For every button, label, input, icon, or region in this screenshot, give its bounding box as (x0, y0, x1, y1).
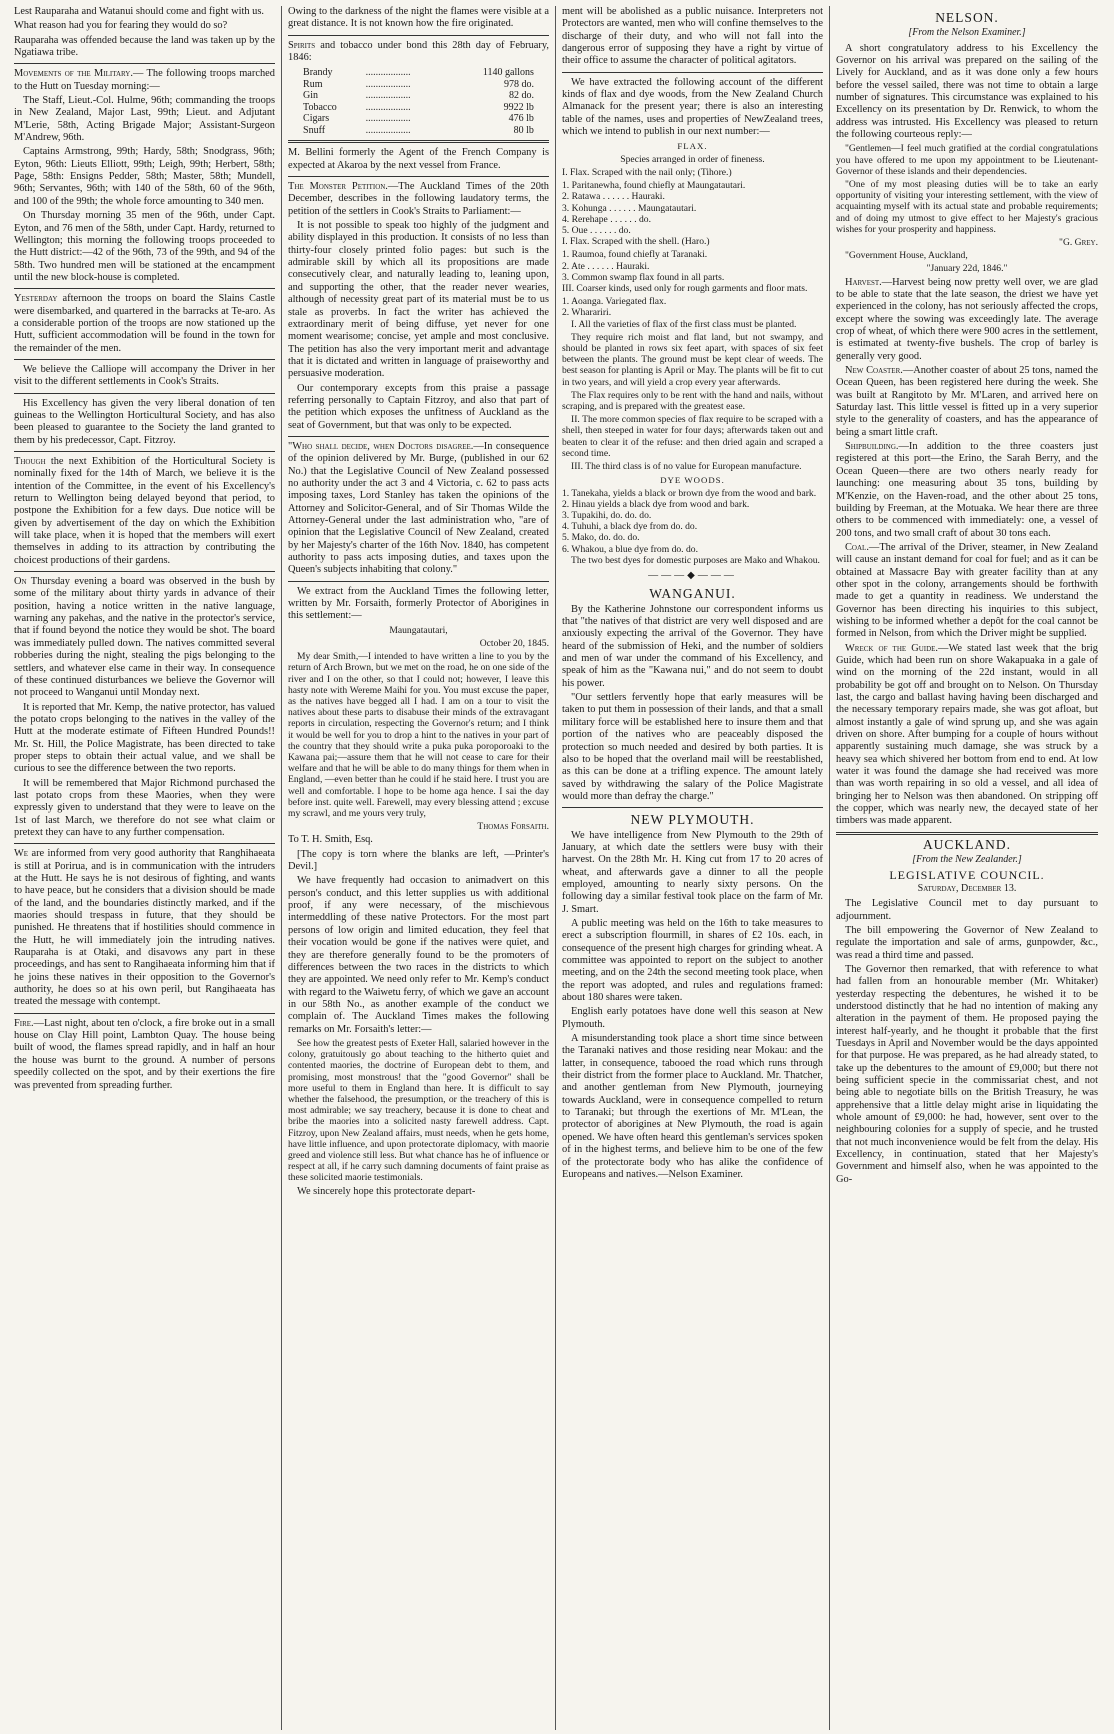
article-fire: Fire.—Last night, about ten o'clock, a fire broke out in a small house on Clay Hill point, Lambton Quay. The house being built of wood, the flames spread rapidly, and in half an hour the house was burnt to the ground. A number of persons speedily collected on the spot, and by their exertions the fire was prevented from spreading further. (14, 1017, 275, 1091)
divider (14, 393, 275, 394)
article-calliope: We believe the Calliope will accompany the Driver in her visit to the different settlements in Cook's Straits. (14, 363, 275, 388)
list-item: 6. Whakou, a blue dye from do. do. (562, 543, 698, 555)
divider (14, 288, 275, 289)
article-coal: Coal.—The arrival of the Driver, steamer, in New Zealand will cause an instant demand for coal for fuel; and as it can be obtained at Massacre Bay with greater facility than at any other spot in the colony, arrangements should be forthwith made to get a quantity in readiness. We understand the Governor has been directing his inquiries to this subject, wishing to be informed whether a depôt for the coal cannot be formed in Nelson, from which the Driver might be supplied. (836, 541, 1098, 640)
article-spirits: Spirits and tobacco under bond this 28th day of February, 1846: (288, 39, 549, 64)
column-2 (282, 6, 556, 1730)
list-item: 3. Tupakihi, do. do. do. (562, 510, 652, 522)
list-item: 2. Wharariri. (562, 307, 612, 319)
council-date: Saturday, December 13. (917, 882, 1017, 894)
forsaith-letter (288, 625, 549, 833)
paragraph: Captains Armstrong, 99th; Hardy, 58th; Snodgrass, 96th; Eyton, 96th: Lieuts Elliott, 99th; Leigh, 99th; Herbert, 58th; Page, 58th: Ensigns Pedder, 58th; Master, 58th; Mundell, 96th; Servantes, 96th; with 140 of the 58th, 60 of the 96th, and 100 of the 99th; the whole force amounting to 340 men. (14, 146, 275, 207)
flax-list (562, 296, 823, 318)
paragraph: The Staff, Lieut.-Col. Hulme, 96th; commanding the troops in New Zealand, Major Last, 99th; Lieut. and Adjutant M'Lerie, 58th, Acting Brigade Major; Assistant-Surgeon M'Andrew, 96th. (14, 95, 275, 144)
article-doctors: "Who shall decide, when Doctors disagree.—In consequence of the opinion delivered by Mr. Burge, (published in our 62 No.) that the Legislative Council of New Zealand possessed no authority under the act 3 and 4 Victoria, c. 62 to pass acts imposing taxes, Lord Stanley has taken the opinions of the Attorney and Solicitor-General, and of Sir Thomas Wilde the Attorney-General under the last administration who, "are of opinion that the Legislative Council of New Zealand, created by her Majesty's charter of the 16th Nov. 1840, has competent authority to pass acts imposing duties, and taxes upon the Queen's subjects inhabiting that colony." (288, 440, 549, 576)
paragraph: The two best dyes for domestic purposes are Mako and Whakou. (571, 554, 820, 566)
reply-place: "Government House, Auckland, (845, 250, 968, 262)
table-row: Rum .................. 978 do. (303, 78, 534, 90)
divider (288, 176, 549, 177)
divider (288, 35, 549, 36)
headline-new-plymouth: NEW PLYMOUTH. (630, 812, 755, 828)
list-item: 1. Aoanga. Variegated flax. (562, 296, 667, 308)
paragraph: On Thursday morning 35 men of the 96th, under Capt. Eyton, and 76 men of the 58th, under Capt. Hardy, returned to Wellington; this morning the following troops proceeded to the Hutt district:—42 of the 96th, 73 of the 99th, and 94 of the 58th. Two hundred men will be stationed at the encampment until the new block-house is completed. (14, 210, 275, 283)
column-4 (830, 6, 1104, 1730)
paragraph: The Governor then remarked, that with reference to what had fallen from an honourable member (Mr. Whitaker) yesterday respecting the debentures, he wished it to be understood distinctly that he had no intention of making any alteration in the payment of them. He proposed paying the interest half-yearly, and he thought it probable that the first Tuesdays in April and November would be the days appointed for that purpose. He was prepared, as he had already stated, to take up the debentures to the amount of £9,000; but there not being sufficient specie in the commissariat chest, and not being able to negotiate bills on the British Treasury, he was apprehensive that a little delay might arise in liquidating the whole amount of £9,000: he had, however, sent over to the neighbouring colonies for a supply of specie, and he trusted that not much inconvenience would be felt from the delay. His Excellency, in continuation, stated that her Majesty's Government and himself also, when he was appointed to the Go- (836, 963, 1098, 1185)
spirits-table (301, 67, 536, 136)
paragraph: Owing to the darkness of the night the flames were visible at a great distance. It is not known how the fire originated. (288, 6, 549, 30)
flax-class: I. Flax. Scraped with the shell. (Haro.) (562, 236, 710, 248)
letter-place: Maungatautari, (389, 624, 448, 636)
paragraph: The Legislative Council met to day pursuant to adjournment. (836, 898, 1098, 922)
letter-to: To T. H. Smith, Esq. (288, 834, 373, 846)
article-shipbuilding: Shipbuilding.—In addition to the three coasters just registered at this port—the Erino, the Sarah Berry, and the Ocean Queen—there are two others nearly ready for launching: one measuring about 35 tons, building by M'Kenzie, on the Haven-road, and the other about 25 tons, building by Freeman, at the Motuaka. We hear there are three others to be commenced with immediately: one, a vessel of 200 tons, and two small craft of about 30 tons each. (836, 441, 1098, 539)
flax-class: III. Coarser kinds, used only for rough garments and floor mats. (562, 283, 808, 295)
list-item: 2. Hinau yields a black dye from wood and bark. (562, 498, 750, 510)
quoted-paragraph: See how the greatest pests of Exeter Hall, salaried however in the colony, gratuitously go about teaching to the hitherto quiet and contented maories, the doctrine of European debt to them, and promising, most monstrous! that the "good Governor" shall be more useful to them in England than here. It is difficult to say whether the falsehood, the presumption, or the treachery of this is most admirable; we say treachery, because it is done to cheat and bribe the maories into a solicited nasty farewell address. Capt. Fitzroy, upon New Zealand affairs, must needs, when he gets home, have little influence, and upon protectorate diplomacy, with maorie greed and violence still less. But what chance has he of influence or respect at all, if he carry such damning documents of faint praise as these solicited maorie testimonials. (288, 1037, 549, 1184)
paragraph: Our contemporary excepts from this praise a passage referring personally to Captain Fitzroy, and also that part of the petition which exposes the unfitness of Auckland as the seat of Government, but that was only to be expected. (288, 382, 549, 431)
paragraph: We sincerely hope this protectorate depart- (297, 1185, 476, 1197)
source-note: [From the Nelson Examiner.] (908, 27, 1026, 39)
article-wreck: Wreck of the Guide.—We stated last week that the brig Guide, which had been run on shore Wakapuaka in a gale of wind on the morning of the 22d instant, would in all probability be got off and brought on to Nelson. On Thursday last, the cargo and ballast having having been discharged and the necessary temporary repairs made, she was got afloat, but almost instantly a gale of wind sprung up, and she was again driven on shore. After bumping for a couple of hours without apparently sustaining much damage, she was struck by a heavy sea which shivered her bottom from end to end. At low water it was found the damage she had received was more than was worth repairing in so old a vessel, and all idea of bringing her to Nelson was then abandoned. On stripping off the copper, which was nearly new, the decayed state of her timbers was made apparent. (836, 642, 1098, 827)
paragraph: It will be remembered that Major Richmond purchased the last potato crops from these Maories, when they were expressly given to understand that they were to leave on the 1st of last March, we therefore do not see what claim or pretext they can have to any further compensation. (14, 777, 275, 838)
reply-date: "January 22d, 1846." (926, 263, 1008, 275)
article-monster-petition: The Monster Petition.—The Auckland Times of the 20th December, describes in the following laudatory terms, the petition of the settlers in Cook's Straits to Parliament:— (288, 181, 549, 217)
governor-reply (836, 143, 1098, 274)
list-item: 4. Rerehape . . . . . . do. (562, 213, 651, 225)
table-row: Tobacco .................. 9922 lb (303, 101, 534, 113)
paragraph: We have intelligence from New Plymouth to the 29th of January, at which date the settlers were busy with their harvest. On the 28th Mr. H. King cut from 17 to 20 acres of wheat, and afterwards gave a dinner to all the people employed, amounting to nearly sixty persons. On the following day a similar festival took place on the farm of Mr. J. Smart. (562, 829, 823, 915)
divider (14, 63, 275, 64)
table-row: Snuff .................. 80 lb (303, 124, 534, 136)
paragraph: "One of my most pleasing duties will be to take an early opportunity of visiting your interesting settlement, with the view of acquainting myself with its actual state and probable requirements; and of doing my utmost to give effect to her Majesty's gracious wishes for your prosperity and happiness. (836, 179, 1098, 235)
divider (288, 436, 549, 437)
paragraph: We extract from the Auckland Times the following letter, written by Mr. Forsaith, formerly Protector of Aborigines in this settlement:— (288, 585, 549, 622)
paragraph: III. The third class is of no value for European manufacture. (571, 461, 802, 473)
divider (836, 832, 1098, 835)
article-excellency: His Excellency has given the very liberal donation of ten guineas to the Wellington Horticultural Society, and has also been pleased to guarantee to the Society the land granted to them by his predecessor, Capt. Fitzroy. (14, 397, 275, 446)
quoted-paragraph: It is not possible to speak too highly of the judgment and ability displayed in this production. It consists of no less than thirty-four closely printed folio pages: but such is the admirable skill by which all its propositions are made consecutively clear, and naturally leading to, leaning upon, and supporting the other, that the reader never wearies, although of necessity great part of its material must be to us stale as proverbs. In fact the writer has achieved the extraordinary merit of being diffuse, yet never for one moment wearisome; concise, yet ample and most conclusive. The petition has also the very important merit and advantage that it is dictated and written in language of praiseworthy and persuasive moderation. (288, 220, 549, 380)
table-row: Gin .................. 82 do. (303, 90, 534, 102)
divider (14, 843, 275, 844)
paragraph: It is reported that Mr. Kemp, the native protector, has valued the potato crops belonging to the natives in the valley of the Hutt at the moderate estimate of Fifteen Hundred Pounds!! Mr. St. Hill, the Police Magistrate, has been directed to take proper steps to obtain their actual value, and we shall be curious to see the difference between the two reports. (14, 701, 275, 775)
article-rangihaeata: We are informed from very good authority that Ranghihaeata is still at Porirua, and is in communication with the intruders at the Hutt. He says he is not desirous of fighting, and wants to have peace, but he considers that a division should be made of the land, and the boundaries distinctly marked, and if the maories should trespass in future, that they should be punished. He threatens that if hostilities should commence in the Hutt, he will immediately join the intruding natives. Rauparaha is at Otaki, and disavows any part in these proceedings, and has sent to Rangihaeata informing him that if he joins these natives in their opposition to the Governor's authority, he does so at his own peril, but Rangihaeata has treated the message with contempt. (14, 848, 275, 1008)
article-board: On Thursday evening a board was observed in the bush by some of the military about thirty yards in advance of their position, having a notice written in the native language, warning any pakehas, and the native in the protector's service, that if found beyond the notice they would be shot. The board was immediately pulled down. The natives committed several robberies during the night, stealing the pigs belonging to the settlers, and whatever else came in their way. In consequence of these continued disturbances we believe the Governor will not proceed to Wanganui until Monday next. (14, 576, 275, 699)
paragraph: The Flax requires only to be rent with the hand and nails, without scraping, and is prepared with the greatest ease. (562, 389, 823, 413)
paragraph: A short congratulatory address to his Excellency the Governor on his arrival was prepared on the sailing of the Lively for Auckland, and as it was done only a few hours before the vessel sailed, there was not time to obtain a large number of signatures. This circumstance was explained to his Excellency on its presentation by Dr. Renwick, to whom the address was intrusted. His Excellency was pleased to return the following courteous reply:— (836, 42, 1098, 141)
headline-nelson: NELSON. (935, 10, 999, 25)
source-note: [From the New Zealander.] (912, 854, 1022, 866)
list-item: 2. Ratawa . . . . . . Hauraki. (562, 191, 665, 203)
paragraph: ment will be abolished as a public nuisance. Interpreters not Protectors are wanted, men who will confine themselves to the discharge of their duty, and who will not fall into the dangerous error of supposing they have a right by virtue of their office to assume the character of political agitators. (562, 6, 823, 67)
headline-legislative-council: LEGISLATIVE COUNCIL. (889, 868, 1045, 883)
divider (14, 359, 275, 360)
divider (562, 72, 823, 73)
list-item: 3. Common swamp flax found in all parts. (562, 271, 725, 283)
paragraph: A public meeting was held on the 16th to take measures to erect a subscription flourmill, in shares of £2 10s. each, in consequence of the present high charges for grinding wheat. A committee was appointed to report on the subject to another meeting, and on the 24th the second meeting took place, when the report was adopted, and rules and regulations framed: about 180 shares were taken. (562, 917, 823, 1004)
column-1 (8, 6, 282, 1730)
paragraph: We have extracted the following account of the different kinds of flax and dye woods, from the New Zealand Church Almanack for the present year; there is also an interesting table of the names, uses and properties of NewZealand trees, which we intend to publish in our next number:— (562, 76, 823, 138)
dialogue-line: Rauparaha was offended because the land was taken up by the Ngatiawa tribe. (14, 34, 275, 59)
paragraph: We have frequently had occasion to animadvert on this person's conduct, and this letter supplies us with additional proof, if any were necessary, of the mischievous intermeddling of these native Protectors. For the most part persons of low origin and limited education, they feel that their vocation would be gone if the natives were quiet, and they are therefore generally found to be the promoters of differences between the two races in the districts to which they are appointed. We need only refer to Mr. Kemp's conduct with regard to the Waiwetu ferry, of which we gave an account in our 58th No., as another example of the conduct we complain of. The Auckland Times makes the following remarks on Mr. Forsaith's letter:— (288, 875, 549, 1035)
list-item: 2. Ate . . . . . . Hauraki. (562, 260, 650, 272)
dialogue-line: Lest Rauparaha and Watanui should come and fight with us. (14, 6, 265, 17)
dye-title: DYE WOODS. (660, 475, 725, 486)
paragraph: A misunderstanding took place a short time since between the Taranaki natives and those residing near Mokau: and the latter, in consequence, tabooed the road which runs through their district from the former place to Auckland. Mr. Thatcher, and another gentleman from New Plymouth, journeying towards Auckland, were in consequence compelled to return to Taranaki; but through the exertions of Mr. M'Lean, the protector of aborigines at New Plymouth, the road is again opened. We have often heard this gentleman's services spoken of in the highest terms, and believe him to be one of the few of the protectorate body who has alike the confidence of Europeans and natives.—Nelson Examiner. (562, 1033, 823, 1180)
divider (288, 581, 549, 582)
article-yesterday: Yesterday afternoon the troops on board the Slains Castle were disembarked, and quartered in the barracks at Te-aro. As a considerable portion of the troops are now stationed up the Hutt, sufficient accommodation will be found in the town for the remainder of the men. (14, 293, 275, 354)
list-item: 1. Paritanewha, found chiefly at Maungatautari. (562, 180, 746, 192)
list-item: 5. Oue . . . . . . do. (562, 225, 631, 236)
divider (562, 807, 823, 808)
flax-class: I. Flax. Scraped with the nail only; (Tihore.) (562, 166, 732, 178)
divider (14, 1013, 275, 1014)
article-exhibition: Though the next Exhibition of the Horticultural Society is nominally fixed for the 14th of March, we believe it is the intention of the Committee, in the event of his Excellency's return to Wellington being delayed beyond that period, to postpone the Exhibition for a few days. Due notice will be given by advertisement of the day on which the Exhibition will take place, when it is hoped that the members will exert themselves in adding to its attraction by contributing the choicest productions of their gardens. (14, 456, 275, 566)
paragraph: "Our settlers fervently hope that early measures will be taken to put them in possession of their lands, and that a small military force will be established here to insure them and that portion of the natives who are peaceably disposed the protection so much needed and desired by both parties. It is also to be hoped that the overland mail will be reestablished, as this can be done at a trifling expence. The amount lately saved by withdrawing the salary of the Police Magistrate would more than defray the charge." (562, 692, 823, 802)
paragraph: II. The more common species of flax require to be scraped with a shell, then steeped in water for four days; afterwards taken out and beaten to clear it of the refuse: and then dried again and scraped a second time. (562, 414, 823, 459)
divider (288, 140, 549, 143)
flax-notes (562, 319, 823, 473)
ornament-divider: ———◆——— (648, 570, 737, 582)
list-item: 1. Raumoa, found chiefly at Taranaki. (562, 249, 708, 261)
table-row: Brandy .................. 1140 gallons (303, 67, 534, 79)
article-movements: Movements of the Military.— The following troops marched to the Hutt on Tuesday morning:— (14, 68, 275, 92)
letter-signature: Thomas Forsaith. (477, 821, 549, 833)
paragraph: By the Katherine Johnstone our correspondent informs us that "the natives of that district are very well disposed and are anxiously expecting the arrival of the Governor. They have heard of the submission of Heki, and the number of soldiers and men of war under the command of his Excellency, and speak of him as the "Kawana nui," and do not seem to doubt his power. (562, 603, 823, 689)
article-bellini: M. Bellini formerly the Agent of the French Company is expected at Akaroa by the next vessel from France. (288, 147, 549, 171)
printer-note: [The copy is torn where the blanks are left, —Printer's Devil.] (288, 848, 549, 873)
headline-wanganui: WANGANUI. (649, 586, 736, 602)
dye-list (562, 488, 823, 555)
divider (14, 451, 275, 452)
column-3 (556, 6, 830, 1730)
flax-title: FLAX. (677, 141, 708, 152)
list-item: 1. Tanekaha, yields a black or brown dye from the wood and bark. (562, 487, 817, 499)
letter-date: October 20, 1845. (479, 637, 549, 649)
article-lead: Movements of the Military. (14, 68, 133, 80)
paragraph: The bill empowering the Governor of New Zealand to regulate the importation and sale of arms, gunpowder, &c., was read a third time and passed. (836, 924, 1098, 961)
divider (14, 571, 275, 572)
article-new-coaster: New Coaster.—Another coaster of about 25 tons, named the Ocean Queen, has been registered here during the week. She was built at Rangitoto by Mr. M'Laren, and arrived here on Saturday last. This little vessel is fitted up in a very superior style to the generality of coasters, and has the appearance of being a smart little craft. (836, 365, 1098, 438)
headline-auckland: AUCKLAND. (922, 836, 1012, 852)
paragraph: English early potatoes have done well this season at New Plymouth. (562, 1006, 823, 1030)
table-row: Cigars .................. 476 lb (303, 113, 534, 125)
letter-body: My dear Smith,—I intended to have written a line to you by the return of Arch Brown, but we met on the road, he on one side of the river and I on the other, so that I could not; however, I leave this hasty note with Wereme Maihi for you. You must excuse the paper, as the natives have begged all I had. I am on a tour to visit the natives about these parts to disabuse their minds of the extravagant reports in circulation, respecting the Governor's return; and I think it would be well for you to drop a hint to the natives in your part of the country that they should write a puka puka poroporoaki to the Kawana pai;—assure them that he will not cease to care for their welfare and that he will be able to do many things for them when in England, —even better than he could if he staid here. I trust you are well and comfortable. I hope to be home aga hence. I sai the day before inst. quite well. Farewell, may every blessing attend ; excuse my scrawl, and me yours very truly, (288, 651, 549, 819)
paragraph: "Gentlemen—I feel much gratified at the cordial congratulations you have offered to me upon my appointment to be Lieutenant-Governor of these islands and their dependencies. (836, 143, 1098, 177)
flax-subtitle: Species arranged in order of fineness. (620, 153, 765, 165)
dialogue-line: What reason had you for fearing they would do so? (14, 20, 228, 32)
list-item: 5. Mako, do. do. do. (562, 532, 640, 544)
paragraph: I. All the varieties of flax of the first class must be planted. (571, 318, 797, 330)
flax-list (562, 180, 823, 236)
article-harvest: Harvest.—Harvest being now pretty well over, we are glad to be able to state that the late season, the driest we have yet experienced in the colony, has not seriously affected the crops, except where the sowing was exceedingly late. The average crop of wheat, of which there were 900 acres in the settlement, is estimated at twenty-five bushels. The crop of barley is generally very good. (836, 276, 1098, 362)
reply-signature: "G. Grey. (1059, 237, 1098, 249)
paragraph: They require rich moist and flat land, but not swampy, and should be planted in rows six feet apart, with spaces of six feet between the plants. The ground must be kept clear of weeds. The best season for planting is April or May. The plants will be fit to cut in two years, and will yield a crop every year afterwards. (562, 331, 823, 388)
list-item: 4. Tuhuhi, a black dye from do. do. (562, 521, 698, 533)
flax-list (562, 249, 823, 283)
list-item: 3. Kohunga . . . . . . Maungatautari. (562, 202, 697, 214)
